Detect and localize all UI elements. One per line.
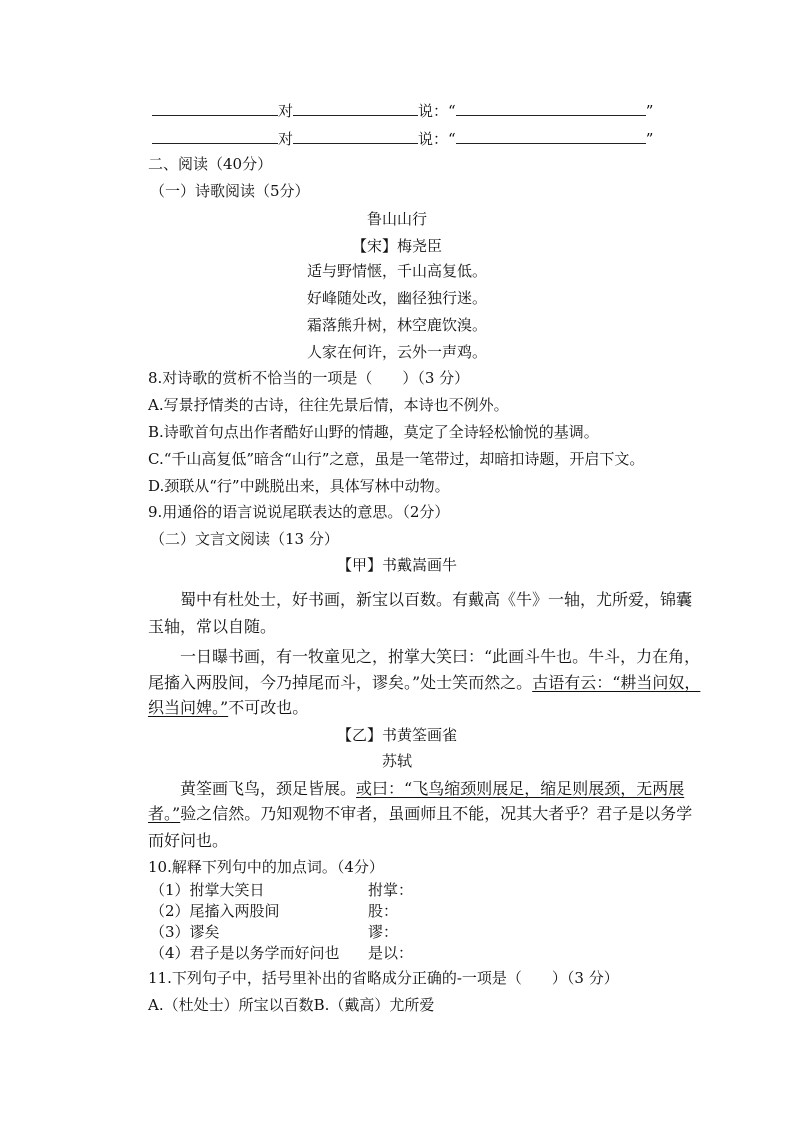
underlined-sentence: 者。” xyxy=(148,804,181,823)
passage-a-line: 尾搐入两股间，今乃掉尾而斗，谬矣。”处士笑而然之。古语有云：“耕当问奴， xyxy=(148,673,701,692)
passage-a-line: 玉轴，常以自随。 xyxy=(148,617,277,636)
passage-a-title: 【甲】书戴嵩画牛 xyxy=(336,556,457,574)
question-9: 9.用通俗的语言说说尾联表达的意思。（2分） xyxy=(148,503,450,521)
passage-a-line: 蜀中有杜处士，好书画，新宝以百数。有戴高《牛》一轴，尤所爱，锦囊 xyxy=(180,590,693,609)
question-10-item: （2）尾搐入两股间 xyxy=(150,902,280,920)
poem-title: 鲁山山行 xyxy=(366,210,427,228)
question-11-options: A.（杜处士）所宝以百数B.（戴高）尤所爱 xyxy=(148,996,435,1014)
blank-words[interactable] xyxy=(456,128,646,144)
question-10-answer-label: 谬： xyxy=(368,923,399,941)
poem-line: 霜落熊升树，林空鹿饮溴。 xyxy=(306,316,487,334)
question-10-answer-label: 股： xyxy=(368,902,399,920)
poem-line: 人家在何许，云外一声鸡。 xyxy=(306,343,487,361)
passage-b-title: 【乙】书黄筌画雀 xyxy=(336,726,457,744)
passage-b-line: 而好问也。 xyxy=(148,831,229,850)
question-10-stem: 10.解释下列句中的加点词。（4分） xyxy=(148,858,384,876)
blank-who[interactable] xyxy=(152,128,278,144)
answer-blank-line-1: 对 说：“ ” xyxy=(152,100,653,121)
blank-who[interactable] xyxy=(152,100,278,116)
passage-b-author: 苏轼 xyxy=(381,752,412,770)
blank-whom[interactable] xyxy=(293,100,418,116)
blank-whom[interactable] xyxy=(293,128,418,144)
answer-blank-line-2: 对 说：“ ” xyxy=(152,128,653,149)
passage-a-line: 一日曝书画，有一牧童见之，拊掌大笑曰：“此画斗牛也。牛斗，力在角， xyxy=(180,647,701,666)
question-10-answer-label: 是以： xyxy=(368,944,414,962)
passage-a-line: 织当问婢。”不可改也。 xyxy=(148,698,309,717)
poem-line: 适与野情惬，千山高复低。 xyxy=(306,262,487,280)
blank-words[interactable] xyxy=(456,100,646,116)
underlined-sentence: 织当问婢。” xyxy=(148,698,229,717)
question-8-option-c: C.“千山高复低”暗含“山行”之意，虽是一笔带过，却暗扣诗题，开启下文。 xyxy=(148,450,645,468)
underlined-sentence: 或曰：“飞鸟缩颈则展足，缩足则展颈，无两展 xyxy=(356,779,685,798)
question-8-option-d: D.颈联从“行”中跳脱出来，具体写林中动物。 xyxy=(148,477,450,495)
question-10-item: （3）谬矣 xyxy=(150,923,220,941)
question-10-answer-label: 拊掌： xyxy=(368,881,414,899)
part2-heading: （二）文言文阅读（13 分） xyxy=(150,530,339,548)
poem-line: 好峰随处改，幽径独行迷。 xyxy=(306,289,487,307)
question-10-item: （1）拊掌大笑日 xyxy=(150,881,265,899)
section-heading: 二、阅读（40分） xyxy=(148,155,273,173)
question-11-stem: 11.下列句子中，括号里补出的省略成分正确的-一项是（ ）（3 分） xyxy=(148,969,619,987)
poem-author: 【宋】梅尧臣 xyxy=(351,237,442,255)
passage-b-line: 者。”验之信然。乃知观物不审者，虽画师且不能，况其大者乎？君子是以务学 xyxy=(148,804,693,823)
part1-heading: （一）诗歌阅读（5分） xyxy=(150,182,310,200)
question-8-stem: 8.对诗歌的赏析不恰当的一项是（ ）（3 分） xyxy=(148,369,470,387)
question-8-option-a: A.写景抒情类的古诗，往往先景后情，本诗也不例外。 xyxy=(148,396,509,414)
underlined-sentence: 古语有云：“耕当问奴， xyxy=(532,673,701,692)
question-10-item: （4）君子是以务学而好问也 xyxy=(150,944,340,962)
question-8-option-b: B.诗歌首句点出作者酷好山野的情趣，莫定了全诗轻松愉悦的基调。 xyxy=(148,423,599,441)
passage-b-line: 黄筌画飞鸟，颈足皆展。或曰：“飞鸟缩颈则展足，缩足则展颈，无两展 xyxy=(180,779,685,798)
